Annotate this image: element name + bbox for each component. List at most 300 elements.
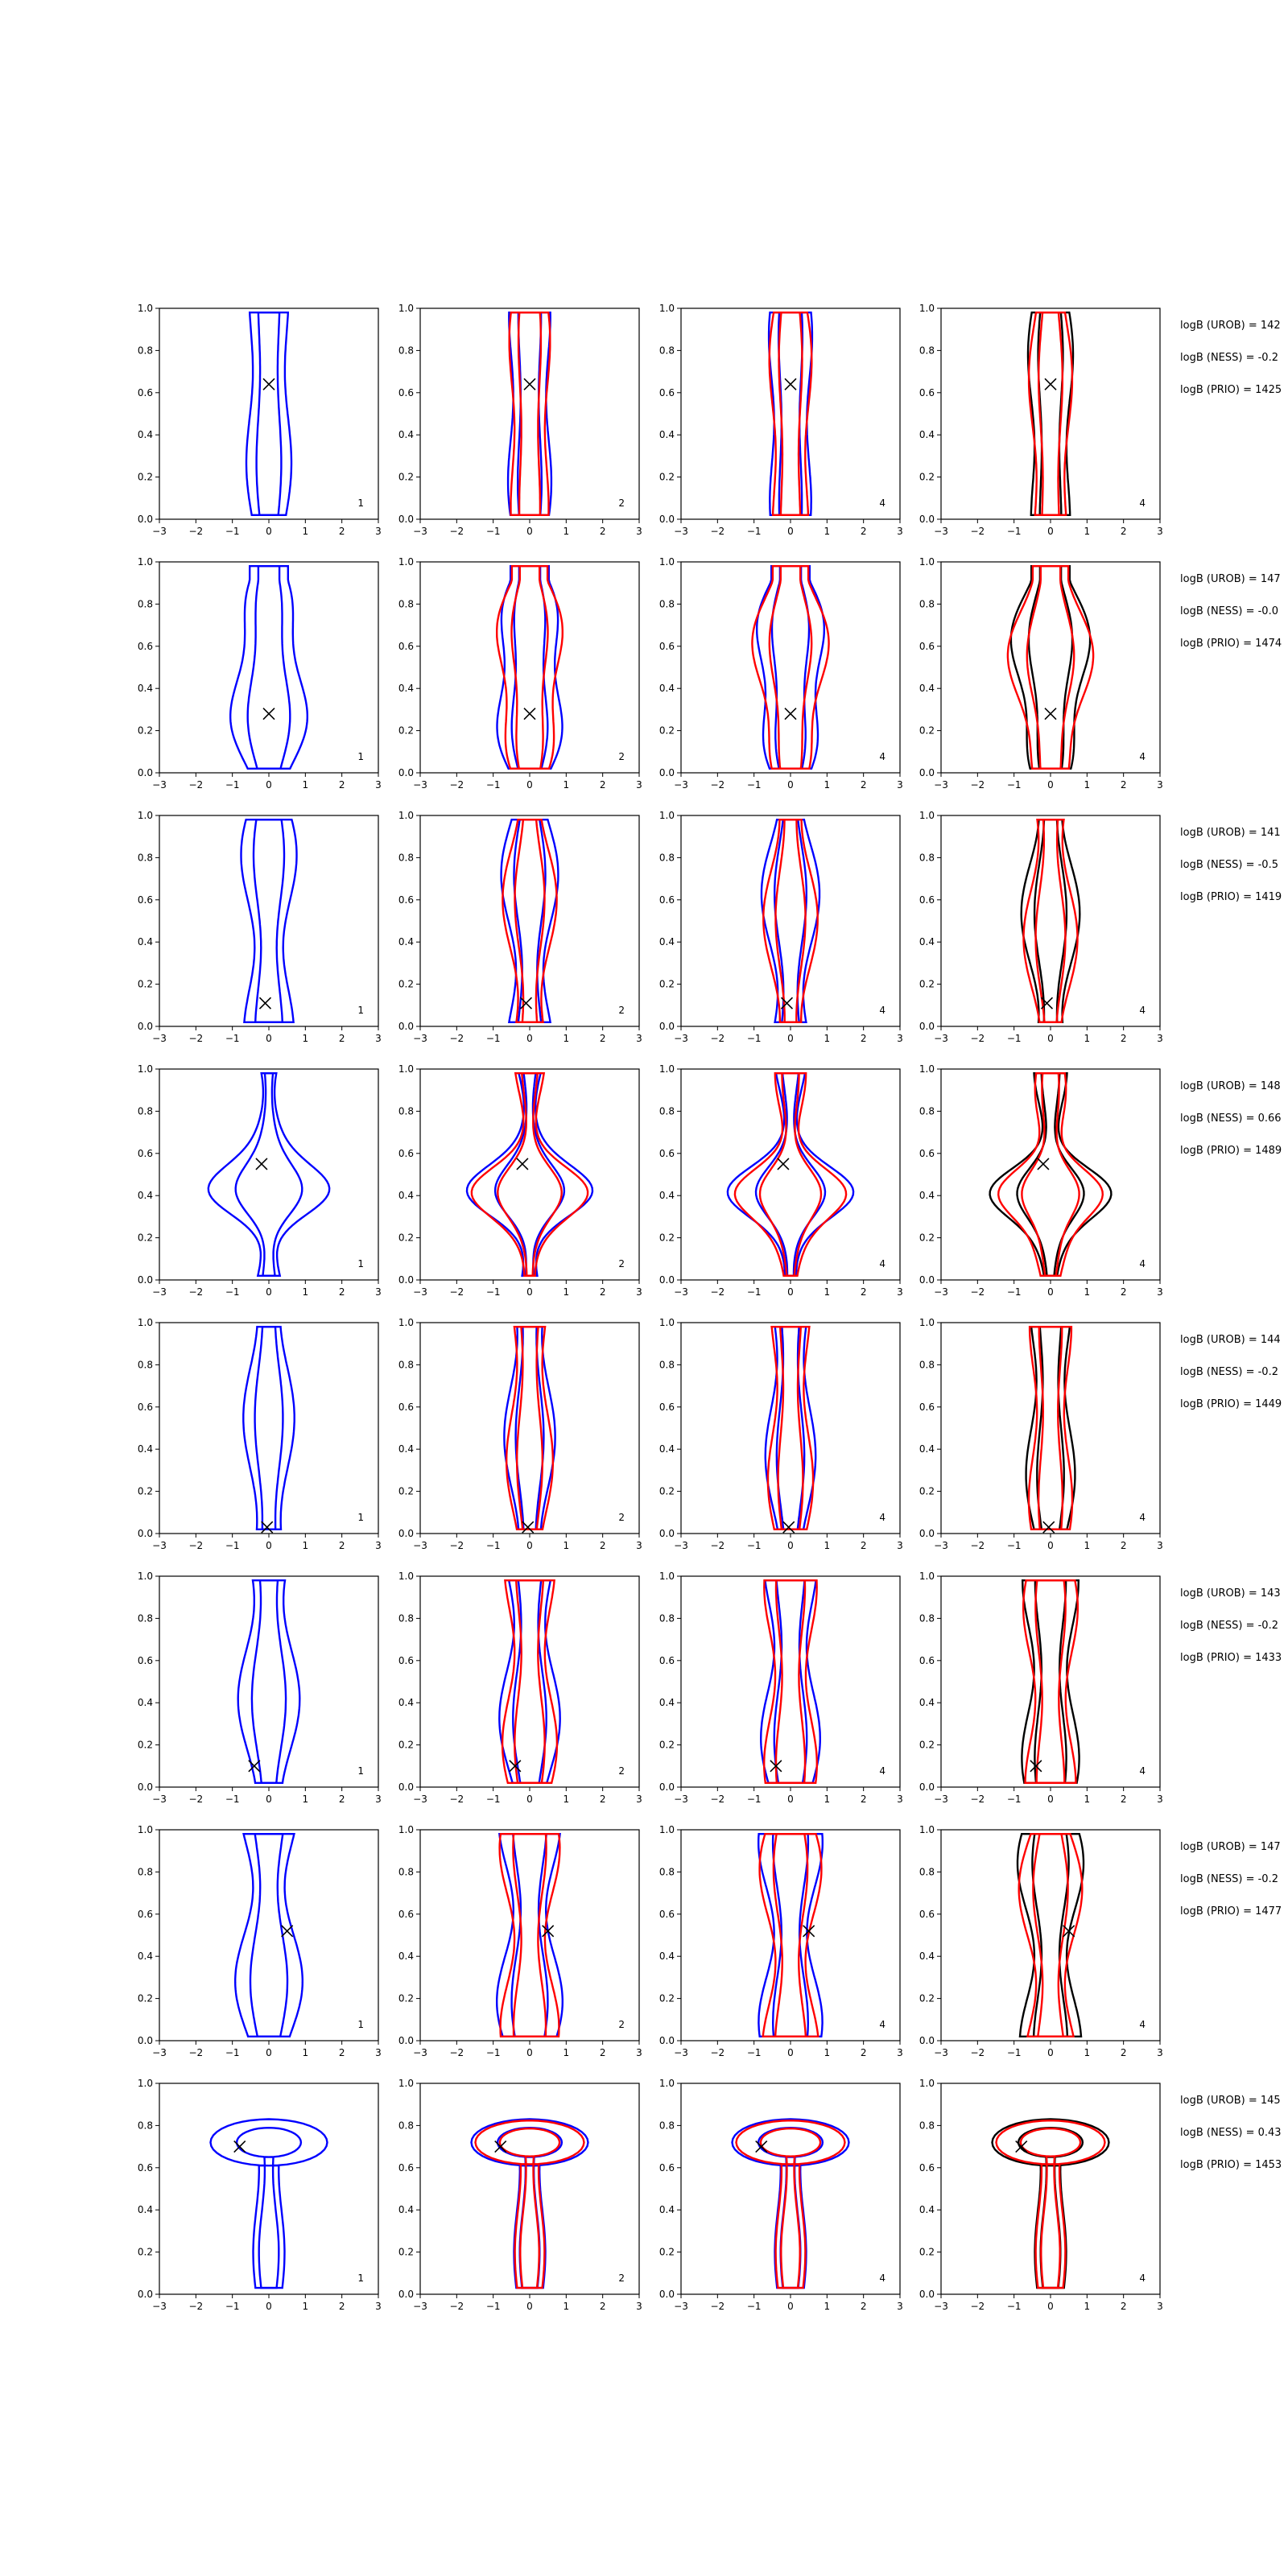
y-tick-label: 0.8 (919, 1866, 935, 1878)
y-tick-label: 0.4 (658, 1697, 675, 1709)
y-tick-label: 0.4 (658, 936, 675, 948)
x-tick-label: −1 (485, 1286, 501, 1298)
x-tick-label: 2 (338, 1540, 345, 1551)
x-axis (934, 1534, 1163, 1551)
x-axis (674, 1534, 903, 1551)
marker-x (524, 378, 535, 390)
logb-note: logB (NESS) = -0.2 (1180, 1366, 1278, 1378)
y-tick-label: 1.0 (137, 303, 153, 314)
contour-group (502, 819, 559, 1022)
contour-red-2 (500, 2128, 559, 2288)
y-axis (138, 1317, 159, 1539)
panel-r4-c2 (398, 1063, 642, 1298)
x-tick-label: −1 (1006, 2047, 1022, 2058)
panel-r4-c1 (138, 1063, 382, 1298)
x-tick-label: −3 (674, 1540, 688, 1551)
x-tick-label: 0 (526, 1033, 533, 1044)
y-tick-label: 0.4 (398, 1443, 414, 1455)
logb-notes-row-4 (1180, 1080, 1282, 1157)
y-tick-label: 0.0 (658, 1274, 675, 1286)
x-tick-label: −1 (485, 2047, 501, 2058)
contour-blue-2 (774, 819, 807, 1022)
contour-red-2 (1036, 819, 1066, 1022)
logb-note: logB (PRIO) = 1453 (1180, 2159, 1282, 2171)
axes-frame (159, 1830, 378, 2041)
x-tick-label: 1 (1084, 2301, 1091, 2312)
y-tick-label: 0.0 (398, 767, 414, 778)
panel-r5-c4 (919, 1317, 1163, 1551)
x-tick-label: 3 (636, 1286, 642, 1298)
x-axis (152, 2041, 382, 2058)
y-tick-label: 0.0 (658, 514, 675, 525)
y-axis (659, 1317, 681, 1539)
axes-frame (941, 1069, 1160, 1280)
y-axis (138, 2078, 159, 2300)
marker-x (1043, 1521, 1055, 1533)
marker-x (517, 1158, 528, 1170)
contour-red-1 (472, 1073, 588, 1276)
x-tick-label: 0 (787, 1540, 794, 1551)
y-tick-label: 0.2 (919, 1992, 935, 2004)
axes-frame (159, 1576, 378, 1787)
y-tick-label: 1.0 (137, 2078, 153, 2089)
y-tick-label: 1.0 (398, 1571, 414, 1582)
x-tick-label: 0 (1047, 526, 1054, 537)
contour-red-1 (1023, 1580, 1078, 1783)
x-tick-label: 1 (824, 1794, 831, 1805)
contour-blue-1 (208, 1073, 329, 1276)
logb-note: logB (NESS) = -0.2 (1180, 1873, 1278, 1885)
x-tick-label: −2 (449, 2047, 464, 2058)
axes-frame (681, 1576, 900, 1787)
y-tick-label: 1.0 (137, 1317, 153, 1328)
panel-r6-c3 (659, 1571, 903, 1805)
x-tick-label: −1 (485, 2301, 501, 2312)
y-tick-label: 0.8 (919, 1359, 935, 1371)
y-tick-label: 0.8 (137, 1612, 153, 1624)
contour-red-1 (998, 1073, 1103, 1276)
x-tick-label: 3 (897, 2047, 903, 2058)
axes-frame (941, 1576, 1160, 1787)
panel-r8-c3 (659, 2078, 903, 2312)
y-tick-label: 0.6 (658, 640, 675, 652)
y-tick-label: 0.0 (137, 1021, 153, 1032)
x-tick-label: −1 (485, 526, 501, 537)
logb-notes-row-7 (1180, 1841, 1282, 1918)
y-tick-label: 0.6 (919, 640, 935, 652)
y-tick-label: 1.0 (658, 2078, 675, 2089)
x-tick-label: 1 (302, 2301, 309, 2312)
y-tick-label: 1.0 (658, 303, 675, 314)
y-tick-label: 0.4 (398, 429, 414, 441)
panel-corner-label: 4 (1139, 1512, 1146, 1523)
x-tick-label: 2 (1120, 526, 1127, 537)
x-tick-label: 0 (266, 2301, 272, 2312)
x-tick-label: 2 (338, 1794, 345, 1805)
y-axis (138, 303, 159, 525)
y-tick-label: 0.4 (919, 1190, 935, 1202)
y-tick-label: 0.6 (398, 1908, 414, 1920)
contour-black-1 (993, 2120, 1109, 2289)
panel-r3-c3 (659, 810, 903, 1044)
x-tick-label: −3 (413, 526, 427, 537)
panel-corner-label: 2 (618, 2019, 625, 2030)
x-tick-label: 0 (266, 1794, 272, 1805)
x-axis (152, 1280, 382, 1298)
x-tick-label: 2 (338, 2301, 345, 2312)
y-tick-label: 0.6 (398, 894, 414, 906)
panel-corner-label: 4 (1139, 1258, 1146, 1269)
contour-blue-1 (502, 819, 559, 1022)
contour-black-1 (1022, 1580, 1079, 1783)
y-tick-label: 0.0 (658, 1021, 675, 1032)
y-tick-label: 0.2 (658, 978, 675, 990)
x-tick-label: −3 (934, 2301, 948, 2312)
y-tick-label: 0.0 (919, 1781, 935, 1793)
x-tick-label: −1 (746, 1033, 762, 1044)
y-tick-label: 0.6 (137, 1654, 153, 1666)
contour-red-2 (1038, 312, 1063, 515)
x-tick-label: 1 (563, 2047, 570, 2058)
x-tick-label: −1 (1006, 1540, 1022, 1551)
x-tick-label: −2 (970, 1286, 985, 1298)
x-axis (934, 1280, 1163, 1298)
x-tick-label: 2 (860, 1540, 867, 1551)
x-tick-label: 3 (636, 2047, 642, 2058)
x-tick-label: −2 (188, 1794, 204, 1805)
y-tick-label: 1.0 (919, 1571, 935, 1582)
contour-red-2 (513, 1834, 546, 2037)
x-tick-label: 0 (1047, 1033, 1054, 1044)
y-axis (398, 1571, 420, 1793)
y-tick-label: 0.2 (398, 471, 414, 483)
x-tick-label: −2 (188, 2047, 204, 2058)
y-tick-label: 0.2 (137, 978, 153, 990)
y-tick-label: 1.0 (919, 556, 935, 568)
x-axis (413, 1534, 642, 1551)
y-axis (659, 1063, 681, 1286)
axes-frame (941, 562, 1160, 773)
contour-blue-2 (250, 1834, 287, 2037)
contour-red-1 (763, 819, 817, 1022)
logb-note: logB (UROB) = 148 (1180, 1080, 1281, 1092)
contour-blue-1 (242, 819, 297, 1022)
marker-x (524, 708, 535, 720)
panel-r4-c4 (919, 1063, 1163, 1298)
contour-red-1 (997, 2120, 1105, 2288)
y-tick-label: 0.0 (137, 2289, 153, 2300)
contour-group (733, 2120, 849, 2289)
x-axis (674, 1787, 903, 1805)
contour-red-2 (778, 1327, 803, 1530)
y-tick-label: 0.0 (919, 514, 935, 525)
marker-x (234, 2141, 246, 2153)
panel-r5-c3 (659, 1317, 903, 1551)
y-axis (398, 303, 420, 525)
marker-x (1045, 378, 1056, 390)
contour-black-1 (1011, 566, 1090, 769)
y-axis (138, 556, 159, 778)
contour-group (769, 312, 812, 515)
logb-note: logB (UROB) = 142 (1180, 320, 1281, 332)
y-tick-label: 0.2 (919, 1739, 935, 1751)
x-tick-label: −2 (710, 1540, 725, 1551)
contour-red-2 (1022, 1073, 1079, 1276)
contour-group (990, 1073, 1112, 1276)
x-axis (413, 773, 642, 791)
axes-frame (681, 1323, 900, 1534)
panel-r5-c1 (138, 1317, 382, 1551)
x-tick-label: 3 (1157, 1033, 1163, 1044)
y-tick-label: 1.0 (658, 1063, 675, 1075)
x-tick-label: −1 (1006, 1033, 1022, 1044)
x-tick-label: 0 (526, 779, 533, 791)
y-tick-label: 0.6 (398, 1654, 414, 1666)
logb-note: logB (PRIO) = 1419 (1180, 891, 1282, 903)
panel-r3-c2 (398, 810, 642, 1044)
x-tick-label: 1 (563, 2301, 570, 2312)
contour-black-2 (1018, 1073, 1084, 1276)
x-tick-label: −3 (934, 1540, 948, 1551)
y-tick-label: 1.0 (398, 2078, 414, 2089)
axes-frame (159, 308, 378, 519)
x-axis (413, 2294, 642, 2312)
x-axis (674, 1280, 903, 1298)
x-tick-label: 2 (1120, 2301, 1127, 2312)
y-tick-label: 0.4 (137, 1443, 153, 1455)
x-tick-label: 3 (636, 1794, 642, 1805)
y-tick-label: 0.4 (919, 1697, 935, 1709)
x-tick-label: 2 (338, 779, 345, 791)
y-tick-label: 1.0 (137, 810, 153, 821)
y-tick-label: 1.0 (398, 810, 414, 821)
logb-note: logB (UROB) = 144 (1180, 1334, 1281, 1346)
marker-x (263, 708, 275, 720)
panel-corner-label: 4 (1139, 2019, 1146, 2030)
logb-note: logB (UROB) = 147 (1180, 1841, 1281, 1853)
y-tick-label: 1.0 (137, 556, 153, 568)
x-tick-label: −1 (1006, 1794, 1022, 1805)
contour-red-1 (497, 566, 563, 769)
x-tick-label: 0 (526, 1286, 533, 1298)
x-tick-label: 0 (787, 2047, 794, 2058)
contour-black-1 (1028, 312, 1073, 515)
contour-blue-1 (761, 1580, 820, 1783)
panel-corner-label: 4 (879, 1258, 886, 1269)
x-tick-label: 1 (302, 526, 309, 537)
x-tick-label: −3 (152, 2047, 167, 2058)
y-axis (138, 1824, 159, 2046)
x-tick-label: 1 (824, 526, 831, 537)
panel-corner-label: 2 (618, 2273, 625, 2284)
contour-blue-1 (472, 2120, 588, 2289)
x-tick-label: −1 (1006, 526, 1022, 537)
contour-red-1 (737, 2120, 845, 2288)
contour-blue-2 (254, 819, 284, 1022)
y-tick-label: 0.8 (658, 1105, 675, 1117)
y-tick-label: 1.0 (137, 1063, 153, 1075)
axes-frame (159, 1069, 378, 1280)
panel-r2-c1 (138, 556, 382, 791)
y-tick-label: 0.6 (398, 2161, 414, 2174)
y-tick-label: 0.4 (919, 2204, 935, 2216)
x-tick-label: 1 (824, 1286, 831, 1298)
contour-red-2 (761, 2128, 820, 2288)
y-tick-label: 0.2 (658, 724, 675, 737)
y-tick-label: 0.2 (137, 1485, 153, 1497)
y-tick-label: 0.8 (137, 345, 153, 357)
x-tick-label: 1 (563, 1033, 570, 1044)
x-tick-label: 0 (526, 2047, 533, 2058)
x-tick-label: 3 (375, 1033, 382, 1044)
contour-blue-1 (504, 1327, 555, 1530)
x-axis (934, 2041, 1163, 2058)
panel-r2-c2 (398, 556, 642, 791)
x-tick-label: 0 (266, 2047, 272, 2058)
x-axis (152, 1534, 382, 1551)
y-tick-label: 0.8 (398, 1105, 414, 1117)
y-tick-label: 1.0 (658, 810, 675, 821)
contour-group (1022, 1580, 1079, 1783)
x-tick-label: 0 (1047, 1794, 1054, 1805)
panel-r2-c3 (659, 556, 903, 791)
x-tick-label: 0 (266, 1286, 272, 1298)
y-tick-label: 0.4 (919, 429, 935, 441)
contour-group (499, 1580, 559, 1783)
x-tick-label: 1 (824, 2047, 831, 2058)
y-tick-label: 0.6 (137, 1908, 153, 1920)
y-axis (659, 1571, 681, 1793)
y-tick-label: 1.0 (919, 1824, 935, 1835)
x-axis (152, 519, 382, 537)
x-tick-label: −3 (934, 2047, 948, 2058)
x-tick-label: −3 (413, 2301, 427, 2312)
x-tick-label: −1 (746, 2047, 762, 2058)
x-tick-label: −1 (746, 2301, 762, 2312)
x-tick-label: −2 (449, 1794, 464, 1805)
y-tick-label: 0.6 (137, 640, 153, 652)
y-axis (659, 810, 681, 1032)
y-tick-label: 1.0 (919, 1317, 935, 1328)
y-tick-label: 0.6 (658, 1401, 675, 1413)
panel-r6-c1 (138, 1571, 382, 1805)
x-tick-label: 1 (824, 1540, 831, 1551)
y-tick-label: 0.4 (398, 1697, 414, 1709)
axes-frame (681, 1830, 900, 2041)
panel-r3-c4 (919, 810, 1163, 1044)
logb-note: logB (NESS) = 0.66 (1180, 1113, 1282, 1125)
x-tick-label: 2 (1120, 1286, 1127, 1298)
x-tick-label: −1 (225, 2047, 240, 2058)
x-tick-label: 2 (338, 1286, 345, 1298)
panel-r7-c1 (138, 1824, 382, 2058)
x-tick-label: −3 (413, 779, 427, 791)
x-tick-label: −3 (934, 779, 948, 791)
panel-r1-c4 (919, 303, 1163, 537)
y-tick-label: 0.6 (398, 1147, 414, 1159)
marker-x (1038, 1158, 1049, 1170)
panel-corner-label: 4 (1139, 1765, 1146, 1777)
panel-corner-label: 1 (357, 1512, 364, 1523)
x-tick-label: 1 (1084, 1794, 1091, 1805)
y-tick-label: 0.6 (658, 386, 675, 398)
x-tick-label: 2 (860, 779, 867, 791)
x-tick-label: −3 (674, 1033, 688, 1044)
x-tick-label: −2 (710, 1033, 725, 1044)
contour-blue-1 (211, 2120, 328, 2289)
x-tick-label: 1 (563, 779, 570, 791)
x-tick-label: −2 (449, 1540, 464, 1551)
x-tick-label: 0 (787, 2301, 794, 2312)
axes-frame (159, 2083, 378, 2294)
contour-group (230, 566, 308, 769)
contour-red-2 (776, 819, 806, 1022)
contour-black-2 (1029, 566, 1072, 769)
x-tick-label: −2 (970, 1794, 985, 1805)
axes-frame (420, 815, 639, 1026)
y-tick-label: 0.6 (137, 2161, 153, 2174)
x-tick-label: 3 (375, 1794, 382, 1805)
y-tick-label: 0.8 (137, 598, 153, 610)
axes-frame (681, 2083, 900, 2294)
y-axis (919, 810, 941, 1032)
x-tick-label: 0 (266, 779, 272, 791)
panel-corner-label: 4 (879, 1005, 886, 1016)
y-axis (919, 1063, 941, 1286)
y-tick-label: 0.4 (137, 1190, 153, 1202)
panel-r8-c2 (398, 2078, 642, 2312)
y-tick-label: 0.4 (137, 1951, 153, 1963)
y-tick-label: 0.2 (137, 1739, 153, 1751)
x-tick-label: 3 (1157, 2301, 1163, 2312)
x-tick-label: 2 (338, 2047, 345, 2058)
y-tick-label: 0.8 (137, 2120, 153, 2132)
y-tick-label: 0.8 (658, 1612, 675, 1624)
contour-blue-1 (497, 566, 563, 769)
axes-frame (159, 1323, 378, 1534)
x-tick-label: 3 (375, 779, 382, 791)
y-axis (919, 1824, 941, 2046)
y-tick-label: 0.6 (137, 894, 153, 906)
x-tick-label: 3 (897, 779, 903, 791)
contour-red-2 (518, 312, 541, 515)
contour-group (993, 2120, 1109, 2289)
axes-frame (941, 2083, 1160, 2294)
y-axis (919, 2078, 941, 2300)
y-tick-label: 0.4 (658, 2204, 675, 2216)
y-tick-label: 0.0 (658, 1528, 675, 1539)
panel-r5-c2 (398, 1317, 642, 1551)
logb-notes-row-8 (1180, 2095, 1282, 2171)
panel-r3-c1 (138, 810, 382, 1044)
contour-red-2 (512, 566, 548, 769)
x-tick-label: 0 (787, 1033, 794, 1044)
y-tick-label: 0.6 (919, 2161, 935, 2174)
x-tick-label: 0 (787, 779, 794, 791)
marker-x (263, 378, 275, 390)
x-tick-label: 2 (338, 526, 345, 537)
marker-x (785, 378, 796, 390)
x-tick-label: −3 (674, 1794, 688, 1805)
x-tick-label: −1 (1006, 1286, 1022, 1298)
panel-r7-c4 (919, 1824, 1163, 2058)
x-tick-label: −3 (413, 1794, 427, 1805)
x-tick-label: 2 (1120, 1033, 1127, 1044)
contour-red-2 (1033, 1834, 1067, 2037)
y-tick-label: 0.2 (658, 2246, 675, 2258)
contour-group (766, 1327, 815, 1530)
contour-blue-1 (467, 1073, 592, 1276)
